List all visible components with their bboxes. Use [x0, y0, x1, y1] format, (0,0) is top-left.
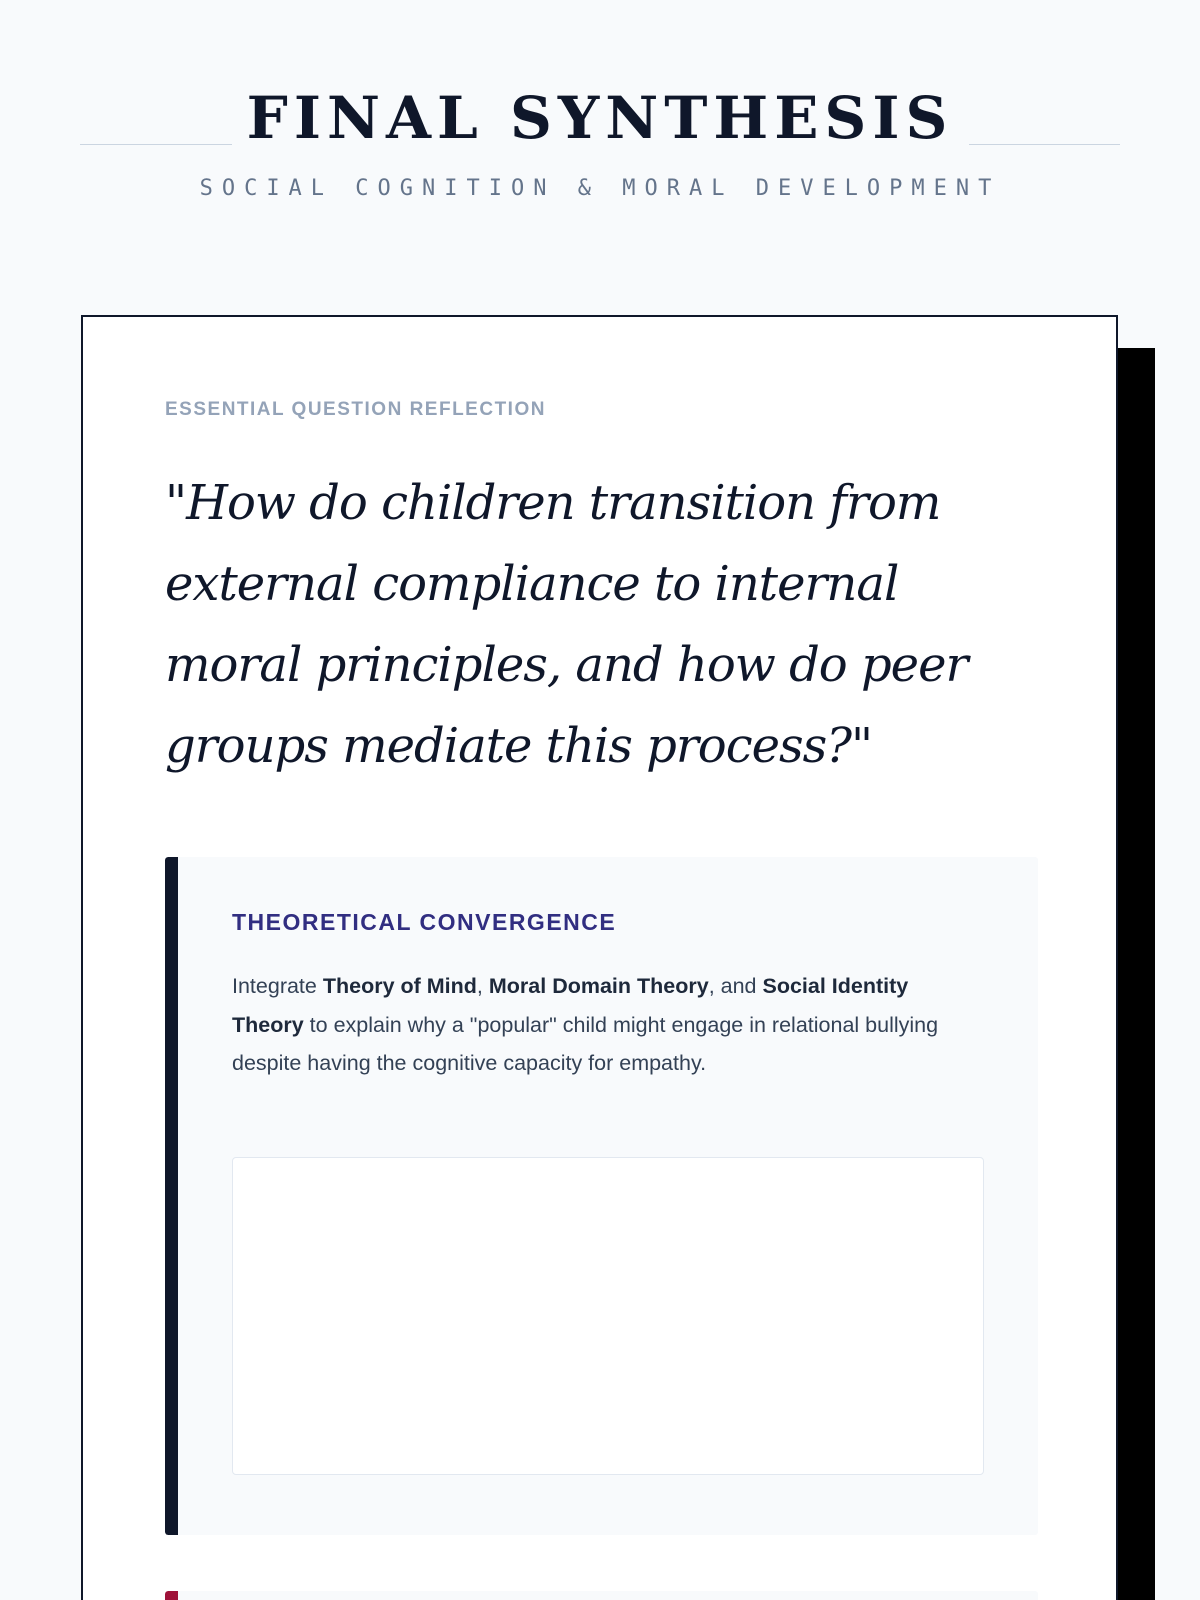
section-accent-bar	[165, 857, 178, 1535]
card-eyebrow: ESSENTIAL QUESTION REFLECTION	[165, 399, 546, 420]
prompt-rest: to explain why a "popular" child might engage in relational bullying despite having the cognitive capacity for empathy.	[232, 1012, 939, 1075]
response-textarea[interactable]	[232, 1157, 984, 1475]
next-section-partial	[165, 1591, 1038, 1600]
header-rule-right	[969, 144, 1120, 145]
term-moral-domain-theory: Moral Domain Theory	[488, 974, 709, 998]
section-title: THEORETICAL CONVERGENCE	[232, 909, 617, 935]
reflection-card	[81, 315, 1118, 1600]
section-prompt	[232, 967, 972, 1083]
term-theory-of-mind: Theory of Mind	[322, 974, 477, 998]
theoretical-convergence-section	[165, 857, 1038, 1535]
prompt-separator: ,	[476, 974, 489, 998]
page-header	[80, 60, 1120, 220]
next-section-accent-bar	[165, 1591, 178, 1600]
prompt-separator: , and	[708, 974, 763, 998]
essential-question: "How do children transition from external compliance to internal moral principles, and how do peer groups mediate this process?"	[165, 475, 968, 774]
prompt-intro: Integrate	[232, 974, 323, 998]
page-title: FINAL SYNTHESIS	[246, 84, 954, 152]
page-subtitle: SOCIAL COGNITION & MORAL DEVELOPMENT	[199, 176, 1001, 201]
term-social-identity-theory: Social Identity Theory	[232, 974, 909, 1037]
